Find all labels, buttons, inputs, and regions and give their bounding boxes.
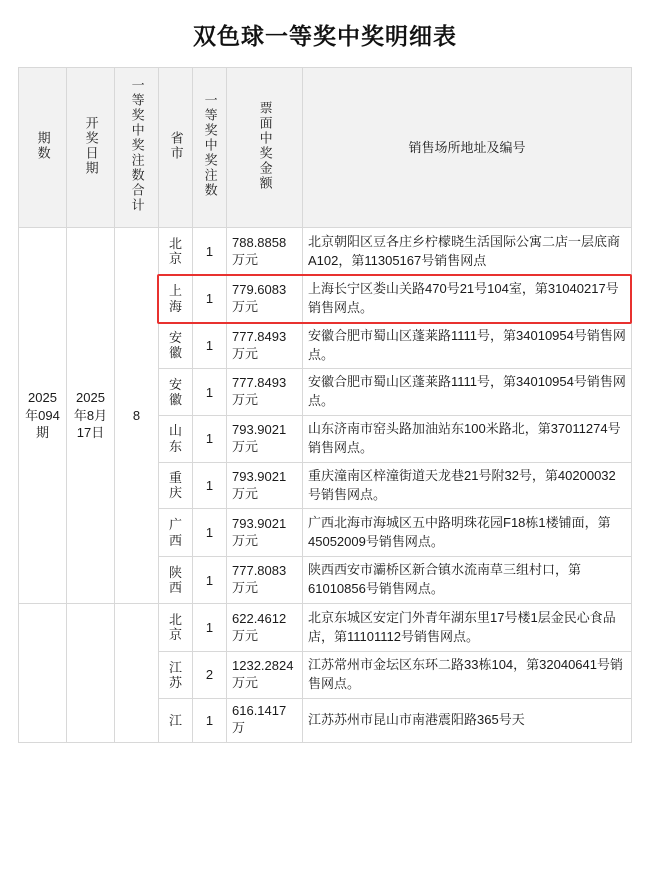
cell-bets: 1 (193, 228, 227, 276)
cell-amount: 1232.2824万元 (227, 652, 303, 699)
cell-address: 上海长宁区娄山关路470号21号104室，第31040217号销售网点。 (303, 276, 632, 323)
cell-province-label: 北京 (168, 236, 182, 267)
column-header-total-bets (115, 68, 159, 228)
table-container (18, 67, 632, 743)
cell-province-label: 安徽 (168, 330, 182, 361)
cell-address: 山东济南市窑头路加油站东100米路北，第37011274号销售网点。 (303, 416, 632, 463)
cell-bets: 1 (193, 322, 227, 369)
cell-amount: 777.8083万元 (227, 557, 303, 604)
cell-province (159, 322, 193, 369)
cell-bets: 2 (193, 652, 227, 699)
cell-amount: 793.9021万元 (227, 416, 303, 463)
cell-amount: 788.8858万元 (227, 228, 303, 276)
cell-province (159, 276, 193, 323)
cell-total-bets: 8 (115, 228, 159, 604)
cell-province-label: 山东 (168, 423, 182, 454)
cell-province-label: 江苏 (168, 659, 182, 690)
column-header-amount (227, 68, 303, 228)
cell-province (159, 228, 193, 276)
cell-province (159, 698, 193, 742)
cell-province-label: 安徽 (168, 376, 182, 408)
column-header-bets (193, 68, 227, 228)
cell-province-label: 北京 (168, 612, 182, 643)
table-row (19, 604, 632, 652)
column-header-date-label: 开奖日期 (83, 115, 99, 176)
column-header-total-bets-label: 一等奖中奖注数合计 (129, 78, 145, 214)
cell-address: 安徽合肥市蜀山区蓬莱路1111号，第34010954号销售网点。 (303, 322, 632, 369)
cell-amount: 777.8493万元 (227, 369, 303, 416)
cell-address: 江苏苏州市昆山市南港震阳路365号天 (303, 698, 632, 742)
column-header-date (67, 68, 115, 228)
cell-province-label: 陕西 (168, 564, 182, 596)
column-header-amount-label: 票面中奖金额 (257, 100, 273, 191)
cell-amount: 616.1417万 (227, 698, 303, 742)
cell-address: 北京朝阳区豆各庄乡柠檬晓生活国际公寓二店一层底商A102，第11305167号销售网点 (303, 228, 632, 276)
cell-bets: 1 (193, 557, 227, 604)
cell-province (159, 557, 193, 604)
cell-period: 2025年094期 (19, 228, 67, 604)
column-header-period (19, 68, 67, 228)
cell-bets: 1 (193, 509, 227, 557)
lottery-prize-table (18, 67, 632, 743)
cell-province (159, 509, 193, 557)
column-header-province-label: 省市 (168, 130, 184, 161)
cell-province (159, 604, 193, 652)
cell-province-label: 江 (168, 712, 182, 728)
cell-amount: 793.9021万元 (227, 509, 303, 557)
table-body (19, 228, 632, 743)
column-header-address-label: 销售场所地址及编号 (408, 139, 526, 155)
cell-total-bets (115, 604, 159, 743)
cell-address: 陕西西安市灞桥区新合镇水流南草三组村口，第61010856号销售网点。 (303, 557, 632, 604)
cell-bets: 1 (193, 462, 227, 509)
cell-period (19, 604, 67, 743)
cell-province (159, 369, 193, 416)
page-title: 双色球一等奖中奖明细表 (193, 23, 457, 49)
cell-date (67, 604, 115, 743)
cell-bets: 1 (193, 604, 227, 652)
cell-province (159, 462, 193, 509)
table-header (19, 68, 632, 228)
cell-bets: 1 (193, 276, 227, 323)
column-header-period-label: 期数 (35, 130, 51, 161)
cell-province-label: 重庆 (168, 470, 182, 501)
cell-bets: 1 (193, 416, 227, 463)
cell-address: 广西北海市海城区五中路明珠花园F18栋1楼铺面，第45052009号销售网点。 (303, 509, 632, 557)
column-header-bets-label: 一等奖中奖注数 (202, 93, 218, 199)
column-header-province (159, 68, 193, 228)
cell-address: 江苏常州市金坛区东环二路33栋104，第32040641号销售网点。 (303, 652, 632, 699)
cell-amount: 793.9021万元 (227, 462, 303, 509)
table-row (19, 228, 632, 276)
cell-amount: 622.4612万元 (227, 604, 303, 652)
cell-date: 2025年8月17日 (67, 228, 115, 604)
cell-amount: 777.8493万元 (227, 322, 303, 369)
cell-province-label: 上海 (168, 283, 182, 314)
cell-province (159, 416, 193, 463)
cell-address: 安徽合肥市蜀山区蓬莱路1111号，第34010954号销售网点。 (303, 369, 632, 416)
cell-province (159, 652, 193, 699)
cell-bets: 1 (193, 698, 227, 742)
cell-bets: 1 (193, 369, 227, 416)
table-header-row (19, 68, 632, 228)
cell-amount: 779.6083万元 (227, 276, 303, 323)
cell-province-label: 广西 (168, 517, 182, 548)
cell-address: 北京东城区安定门外青年湖东里17号楼1层金民心食品店，第11101112号销售网点。 (303, 604, 632, 652)
column-header-address (303, 68, 632, 228)
cell-address: 重庆潼南区梓潼街道天龙巷21号附32号，第40200032号销售网点。 (303, 462, 632, 509)
